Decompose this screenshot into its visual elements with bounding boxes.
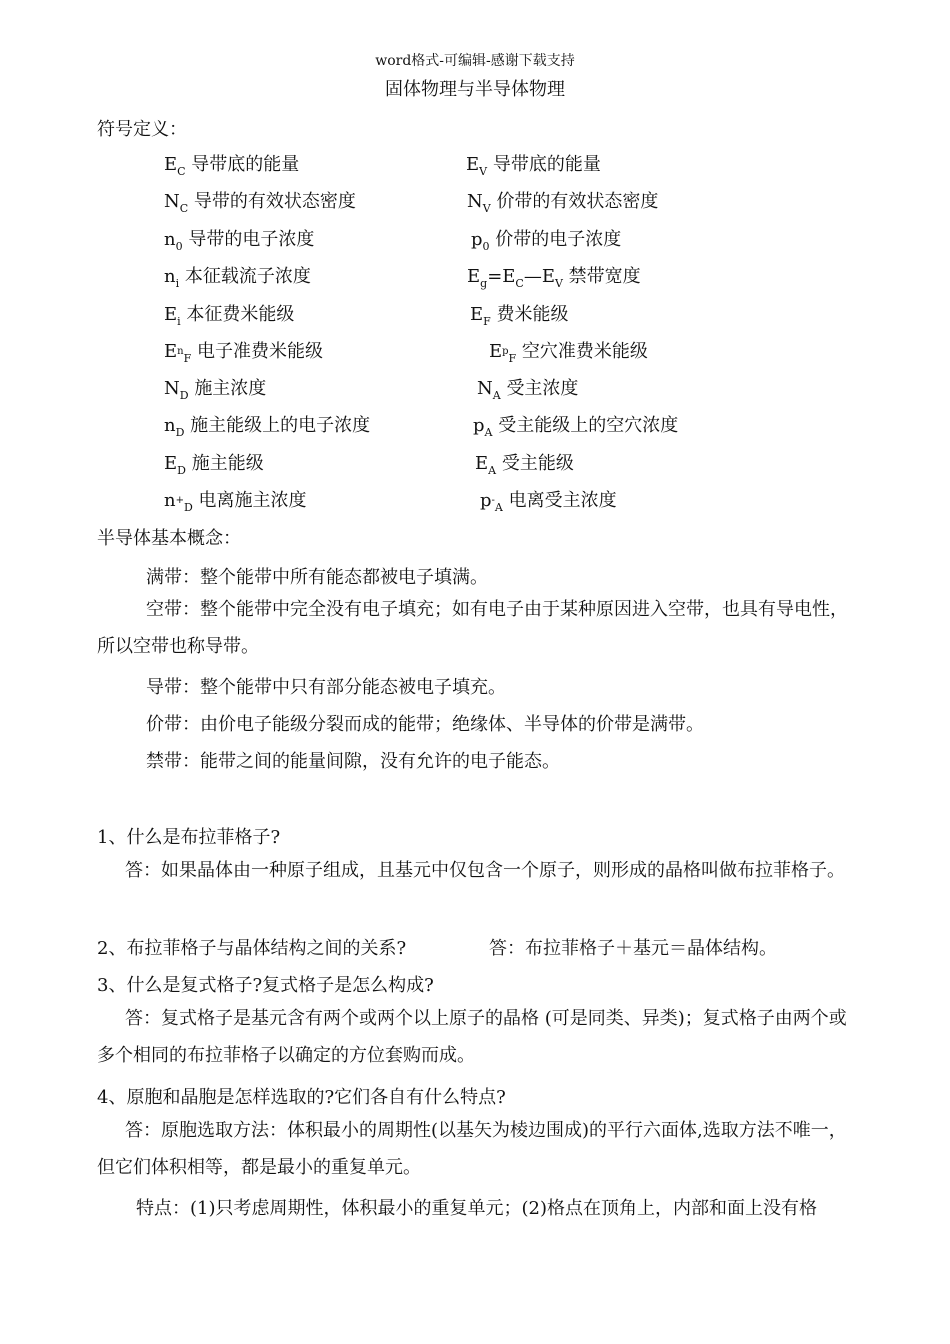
symbol-desc: 禁带宽度 <box>568 266 641 287</box>
symbol-main: =E <box>487 266 516 287</box>
symbol-n0 <box>164 225 314 251</box>
symbol-desc: 受主浓度 <box>506 378 579 399</box>
symbol-na <box>477 374 578 400</box>
symbol-nc <box>164 187 356 213</box>
symbol-nv <box>467 187 658 213</box>
symbol-sub: D <box>179 389 189 402</box>
symbol-desc: 受主能级 <box>501 453 574 474</box>
answer-2: 答：布拉菲格子＋基元＝晶体结构。 <box>489 938 777 959</box>
symbol-sub: A <box>488 464 497 477</box>
symbol-sub: C <box>515 277 524 290</box>
symbol-desc: 价带的电子浓度 <box>495 229 622 250</box>
symbol-main: E <box>467 266 481 287</box>
symbol-sub: D <box>175 426 185 439</box>
symbol-nd-lower <box>164 411 370 437</box>
concepts-heading: 半导体基本概念： <box>97 528 241 549</box>
symbol-ed <box>164 449 264 475</box>
symbol-main: E <box>164 154 178 175</box>
symbol-sub: D <box>183 501 193 514</box>
symbol-main: N <box>477 378 493 399</box>
symbol-main: n <box>164 490 176 511</box>
page-header: word格式-可编辑-感谢下载支持 <box>375 53 575 69</box>
concept-conduction-band: 导带：整个能带中只有部分能态被电子填充。 <box>146 677 506 698</box>
question-1: 1、什么是布拉菲格子? <box>97 827 281 848</box>
symbol-desc: 费米能级 <box>496 304 569 325</box>
symbol-desc: 导带底的能量 <box>492 154 601 175</box>
concept-valence-band: 价带：由价电子能级分裂而成的能带；绝缘体、半导体的价带是满带。 <box>146 714 704 735</box>
question-2: 2、布拉菲格子与晶体结构之间的关系? <box>97 938 407 959</box>
symbol-ea <box>475 449 574 475</box>
symbol-main: p <box>471 229 483 250</box>
answer-1: 答：如果晶体由一种原子组成，且基元中仅包含一个原子，则形成的晶格叫做布拉菲格子。 <box>125 860 845 881</box>
symbol-main: N <box>467 191 483 212</box>
symbol-sub: A <box>492 389 501 402</box>
concept-full-band: 满带：整个能带中所有能态都被电子填满。 <box>146 567 488 588</box>
symbol-sub: V <box>554 277 563 290</box>
symbol-desc: 电离受主浓度 <box>508 490 617 511</box>
question-3: 3、什么是复式格子?复式格子是怎么构成? <box>97 975 434 996</box>
symbol-main: E <box>489 341 503 362</box>
symbol-pa-minus <box>480 486 617 512</box>
symbol-desc: 施主能级 <box>191 453 264 474</box>
answer-3: 答：复式格子是基元含有两个或两个以上原子的晶格 (可是同类、异类)；复式格子由两个或多个相同的布拉菲格子以确定的方位套购而成。 <box>97 1008 847 1066</box>
symbol-pa <box>473 411 678 437</box>
symbol-desc: 施主浓度 <box>194 378 267 399</box>
symbol-sub: F <box>508 352 517 365</box>
concept-forbidden-band: 禁带：能带之间的能量间隙，没有允许的电子能态。 <box>146 751 560 772</box>
symbol-ef <box>470 300 569 326</box>
symbol-ni <box>164 262 311 288</box>
symbol-sup: - <box>491 495 495 506</box>
symbol-main: n <box>164 229 176 250</box>
symbol-desc: 电子准费米能级 <box>196 341 323 362</box>
symbol-sup: n <box>177 346 184 357</box>
symbol-sub: V <box>479 165 488 178</box>
symbol-main: n <box>164 415 176 436</box>
symbol-sub: D <box>177 464 186 477</box>
symbol-sub: F <box>183 352 192 365</box>
symbol-ev <box>466 150 601 176</box>
symbol-ei <box>164 300 294 326</box>
symbol-desc: 受主能级上的空穴浓度 <box>498 415 679 436</box>
symbol-sub: g <box>480 277 488 290</box>
symbol-main: p <box>473 415 485 436</box>
answer-4-features: 特点：(1)只考虑周期性，体积最小的重复单元；(2)格点在顶角上，内部和面上没有格 <box>136 1198 817 1219</box>
symbol-sup: p <box>502 346 509 357</box>
symbol-sub: F <box>483 315 491 328</box>
symbol-main: —E <box>523 266 555 287</box>
symbol-sub: i <box>175 277 180 290</box>
symbol-main: E <box>164 341 178 362</box>
symbol-sup: + <box>175 495 184 506</box>
symbol-sub: A <box>484 426 493 439</box>
symbol-desc: 本征载流子浓度 <box>184 266 311 287</box>
symbols-heading: 符号定义： <box>97 119 187 140</box>
symbol-desc: 价带的有效状态密度 <box>496 191 659 212</box>
answer-4: 答：原胞选取方法：体积最小的周期性(以基矢为棱边围成)的平行六面体,选取方法不唯一，但它们体积相等，都是最小的重复单元。 <box>97 1120 847 1178</box>
symbol-main: p <box>480 490 492 511</box>
symbol-sub: A <box>494 501 503 514</box>
symbol-main: E <box>475 453 489 474</box>
symbol-efp <box>489 337 648 363</box>
symbol-main: E <box>470 304 484 325</box>
symbol-desc: 本征费米能级 <box>186 304 295 325</box>
symbol-sub: C <box>179 202 189 215</box>
symbol-p0 <box>471 225 621 251</box>
symbol-desc: 导带的电子浓度 <box>188 229 315 250</box>
symbol-desc: 导带的有效状态密度 <box>193 191 356 212</box>
symbol-eg <box>467 262 641 288</box>
page-title: 固体物理与半导体物理 <box>385 79 565 100</box>
symbol-main: E <box>164 304 178 325</box>
symbol-sub: C <box>177 165 186 178</box>
symbol-desc: 导带底的能量 <box>191 154 300 175</box>
symbol-main: E <box>466 154 480 175</box>
symbol-main: E <box>164 453 178 474</box>
symbol-sub: 0 <box>482 240 490 253</box>
symbol-sub: V <box>482 202 491 215</box>
symbol-sub: 0 <box>175 240 183 253</box>
symbol-desc: 电离施主浓度 <box>198 490 307 511</box>
symbol-nd <box>164 374 266 400</box>
symbol-desc: 空穴准费米能级 <box>521 341 648 362</box>
symbol-main: n <box>164 266 176 287</box>
symbol-desc: 施主能级上的电子浓度 <box>190 415 371 436</box>
symbol-sub: i <box>177 315 181 328</box>
symbol-nd-plus <box>164 486 307 512</box>
symbol-ec <box>164 150 299 176</box>
symbol-main: N <box>164 191 180 212</box>
question-4: 4、原胞和晶胞是怎样选取的?它们各自有什么特点? <box>97 1087 506 1108</box>
symbol-main: N <box>164 378 180 399</box>
symbol-efn <box>164 337 323 363</box>
concept-empty-band: 空带：整个能带中完全没有电子填充；如有电子由于某种原因进入空带，也具有导电性，所以空带也称导带。 <box>97 599 848 657</box>
